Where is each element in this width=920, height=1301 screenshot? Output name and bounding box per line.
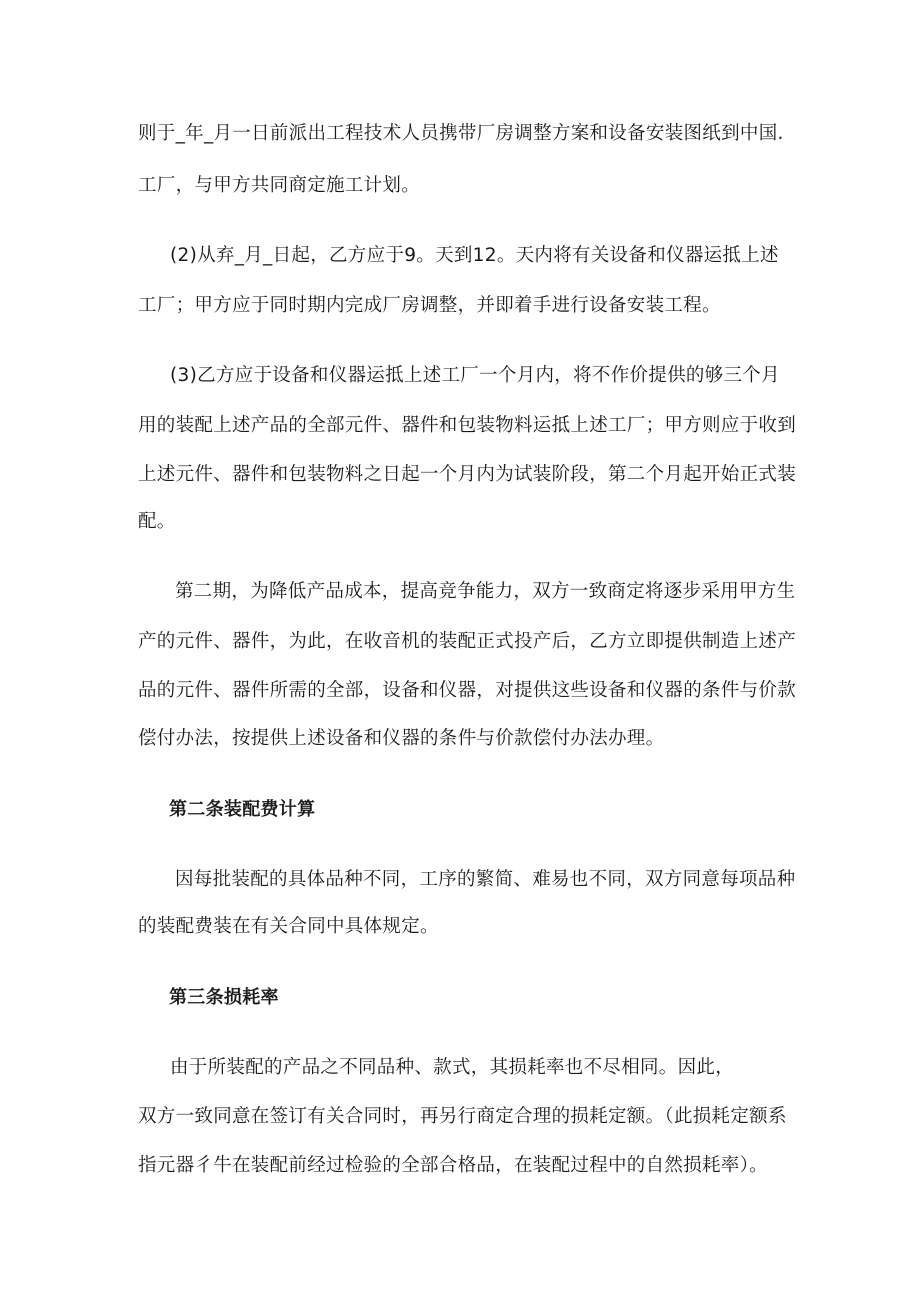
article-3-line-1: 由于所装配的产品之不同品种、款式，其损耗率也不尽相同。因此， — [170, 1057, 735, 1078]
paragraph-2-line-2: 工厂；甲方应于同时期内完成厂房调整，并即着手进行设备安装工程。 — [138, 295, 721, 316]
paragraph-4-line-2: 产的元件、器件，为此，在收音机的装配正式投产后，乙方立即提供制造上述产 — [138, 631, 797, 652]
paragraph-4-line-3: 品的元件、器件所需的全部，设备和仪器，对提供这些设备和仪器的条件与价款 — [138, 680, 797, 701]
paragraph-3-line-3: 上述元件、器件和包装物料之日起一个月内为试装阶段，第二个月起开始正式装 — [138, 464, 797, 485]
paragraph-4-line-1: 第二期，为降低产品成本，提高竞争能力，双方一致商定将逐步采用甲方生 — [175, 581, 796, 602]
paragraph-3-line-4: 配。 — [138, 511, 176, 532]
paragraph-3-line-2: 用的装配上述产品的全部元件、器件和包装物料运抵上述工厂；甲方则应于收到 — [138, 415, 797, 436]
paragraph-4-line-4: 偿付办法，按提供上述设备和仪器的条件与价款偿付办法办理。 — [138, 728, 665, 749]
paragraph-1-line-2: 工厂，与甲方共同商定施工计划。 — [138, 175, 421, 196]
article-3-line-3: 指元器彳牛在装配前经过检验的全部合格品，在装配过程中的自然损耗率）。 — [138, 1155, 768, 1176]
paragraph-3-line-1: (3)乙方应于设备和仪器运抵上述工厂一个月内，将不作价提供的够三个月 — [170, 365, 780, 386]
article-3-heading: 第三条损耗率 — [169, 987, 279, 1008]
article-2-heading: 第二条装配费计算 — [169, 799, 316, 820]
article-2-line-1: 因每批装配的具体品种不同，工序的繁简、难易也不同，双方同意每项品种 — [175, 869, 796, 890]
article-3-line-2: 双方一致同意在签订有关合同时，再另行商定合理的损耗定额。（此损耗定额系 — [138, 1106, 787, 1127]
paragraph-1-line-1: 则于_年_月一日前派出工程技术人员携带厂房调整方案和设备安装图纸到中国. — [138, 123, 784, 144]
paragraph-2-line-1: (2)从弃_月_日起，乙方应于9。天到12。天内将有关设备和仪器运抵上述 — [170, 245, 779, 266]
article-2-line-2: 的装配费装在有关合同中具体规定。 — [138, 916, 439, 937]
